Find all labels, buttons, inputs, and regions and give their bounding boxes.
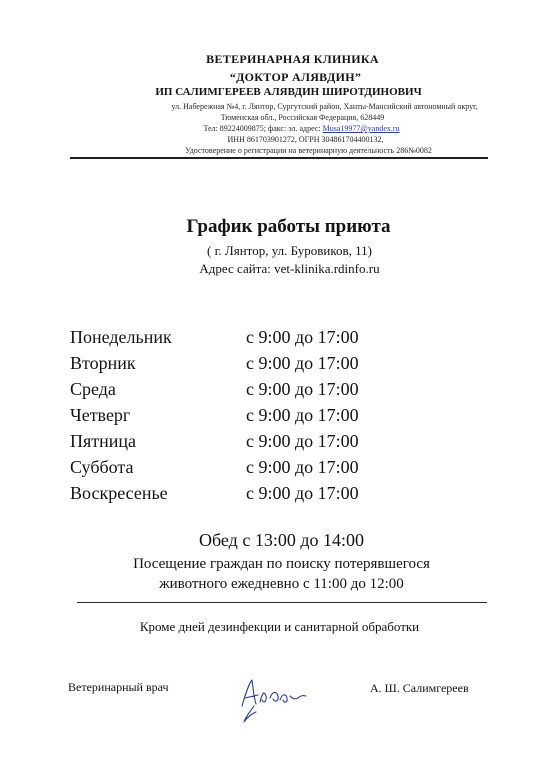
schedule-hours: с 9:00 до 17:00 [246,379,359,399]
schedule-hours: с 9:00 до 17:00 [246,353,359,373]
page-title: График работы приюта [186,216,391,237]
letterhead-phone-fax: Тел: 89224009875; факс: эл. адрес: [203,124,321,133]
schedule-hours: с 9:00 до 17:00 [246,431,359,451]
visit-note-line2: животного ежедневно с 11:00 до 12:00 [159,576,404,592]
letterhead-divider [70,157,488,159]
schedule-table [70,324,400,506]
letterhead-address-line1: ул. Набережная №4, г. Лянтор, Сургутский район, Ханты-Мансийский автономный округ, [171,102,478,111]
schedule-day: Вторник [70,353,136,373]
letterhead-certificate: Удостоверение о регистрации на ветеринарную деятельность 286№0082 [185,146,432,155]
signatory-name: А. Ш. Салимгереев [370,681,469,695]
schedule-hours: с 9:00 до 17:00 [246,483,359,503]
schedule-row [70,402,400,428]
schedule-day: Среда [70,379,116,399]
schedule-day: Четверг [70,405,131,425]
handwritten-signature [220,668,320,728]
letterhead-clinic-name: “ДОКТОР АЛЯВДИН” [229,70,362,84]
letterhead-owner: ИП САЛИМГЕРЕЕВ АЛЯВДИН ШИРОТДИНОВИЧ [155,86,422,98]
letterhead-email-link[interactable]: Musa19977@yandex.ru [322,124,400,133]
schedule-row [70,480,400,506]
letterhead-address-line2: Тюменская обл., Российская Федерация, 628449 [220,113,385,122]
schedule-hours: с 9:00 до 17:00 [246,457,359,477]
visit-note-line1: Посещение граждан по поиску потерявшегося [133,556,430,572]
lunch-break: Обед с 13:00 до 14:00 [199,530,364,550]
letterhead-inn-ogrn: ИНН 861703901272, ОГРН 304861704400132, [227,135,384,144]
website-line: Адрес сайта: vet-klinika.rdinfo.ru [199,261,380,276]
schedule-day: Суббота [70,457,134,477]
schedule-row [70,454,400,480]
signatory-role: Ветеринарный врач [68,680,169,694]
schedule-row [70,350,400,376]
schedule-hours: с 9:00 до 17:00 [246,327,359,347]
exception-note: Кроме дней дезинфекции и санитарной обработки [139,619,420,634]
schedule-day: Воскресенье [70,483,168,503]
schedule-row [70,428,400,454]
shelter-location: ( г. Лянтор, ул. Буровиков, 11) [206,243,372,258]
schedule-row [70,324,400,350]
letterhead-clinic-type: ВЕТЕРИНАРНАЯ КЛИНИКА [206,52,379,66]
schedule-day: Пятница [70,431,137,451]
schedule-row [70,376,400,402]
schedule-day: Понедельник [70,327,172,347]
divider [77,602,487,603]
schedule-hours: с 9:00 до 17:00 [246,405,359,425]
letterhead-contacts [0,123,557,134]
